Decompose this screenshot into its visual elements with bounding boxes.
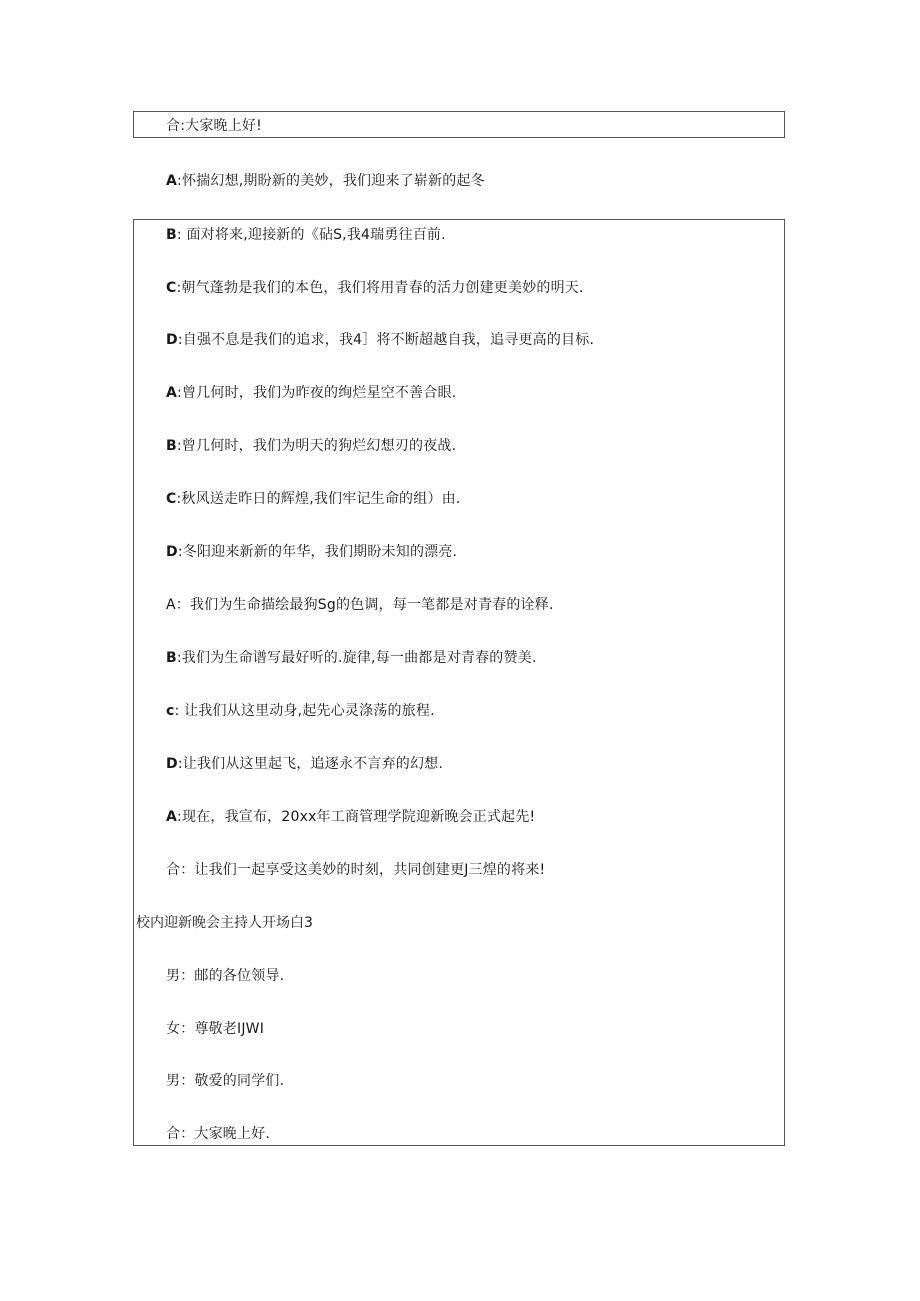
speaker-label: C xyxy=(166,280,177,296)
speaker-label: B xyxy=(166,438,177,454)
section-line: 合：大家晚上好. xyxy=(166,1126,271,1142)
line-text: 合：让我们一起享受这美妙的时刻，共同创建更J三煌的将来! xyxy=(166,862,546,878)
line-text: :曾几何时，我们为昨夜的绚烂星空不善合眼. xyxy=(177,385,457,401)
script-line xyxy=(166,596,554,614)
speaker-label: C xyxy=(166,491,177,507)
script-line xyxy=(166,279,584,297)
section-line: 女：尊敬老IJWI xyxy=(166,1021,265,1037)
script-line xyxy=(166,384,456,402)
script-line xyxy=(166,755,443,773)
line-text: :现在，我宣布，20xx年工商管理学院迎新晚会正式起先! xyxy=(177,809,536,825)
line-text: : 面对将来,迎接新的《砧S,我4瑞勇往百前. xyxy=(176,227,446,243)
intro-line xyxy=(166,172,485,190)
greeting-line: 合:大家晚上好! xyxy=(166,118,262,134)
line-text: :我们为生命谱写最好听的.旋律,每一曲都是对青春的赞美. xyxy=(176,650,537,666)
section-line: 男：邮的各位领导. xyxy=(166,968,285,984)
script-line xyxy=(166,808,535,826)
line-text: :怀揣幻想,期盼新的美妙，我们迎来了崭新的起冬 xyxy=(177,173,485,189)
speaker-label: D xyxy=(166,544,178,560)
line-text: A：我们为生命描绘最狗Sg的色调，每一笔都是对青春的诠释. xyxy=(166,597,554,613)
script-line xyxy=(166,331,594,349)
line-text: :朝气蓬勃是我们的本色，我们将用青春的活力创建更美妙的明天. xyxy=(176,280,584,296)
script-line xyxy=(166,437,456,455)
line-text: : 让我们从这里动身,起先心灵涤荡的旅程. xyxy=(174,703,435,719)
section-heading: 校内迎新晚会主持人开场白3 xyxy=(136,915,313,931)
line-text: :自强不息是我们的追求，我4］将不断超越自我，追寻更高的目标. xyxy=(177,332,595,348)
speaker-label: D xyxy=(166,756,178,772)
main-bordered-box xyxy=(133,219,785,1146)
line-text: :冬阳迎来新新的年华，我们期盼未知的漂亮. xyxy=(177,544,458,560)
section-line: 男：敬爱的同学们. xyxy=(166,1073,285,1089)
line-text: :让我们从这里起飞，追逐永不言弃的幻想. xyxy=(177,756,443,772)
script-line xyxy=(166,490,461,508)
script-line xyxy=(166,702,435,720)
speaker-label: B xyxy=(166,650,177,666)
script-line xyxy=(166,861,545,879)
speaker-label: A xyxy=(166,173,178,189)
script-line xyxy=(166,649,537,667)
script-line xyxy=(166,226,446,244)
speaker-label: A xyxy=(166,385,178,401)
line-text: :秋风送走昨日的辉煌,我们牢记生命的组）由. xyxy=(176,491,461,507)
speaker-label: c xyxy=(166,703,175,719)
speaker-label: B xyxy=(166,227,177,243)
script-line xyxy=(166,543,457,561)
line-text: :曾几何时，我们为明天的狗烂幻想刃的夜战. xyxy=(176,438,457,454)
speaker-label: A xyxy=(166,809,178,825)
speaker-label: D xyxy=(166,332,178,348)
